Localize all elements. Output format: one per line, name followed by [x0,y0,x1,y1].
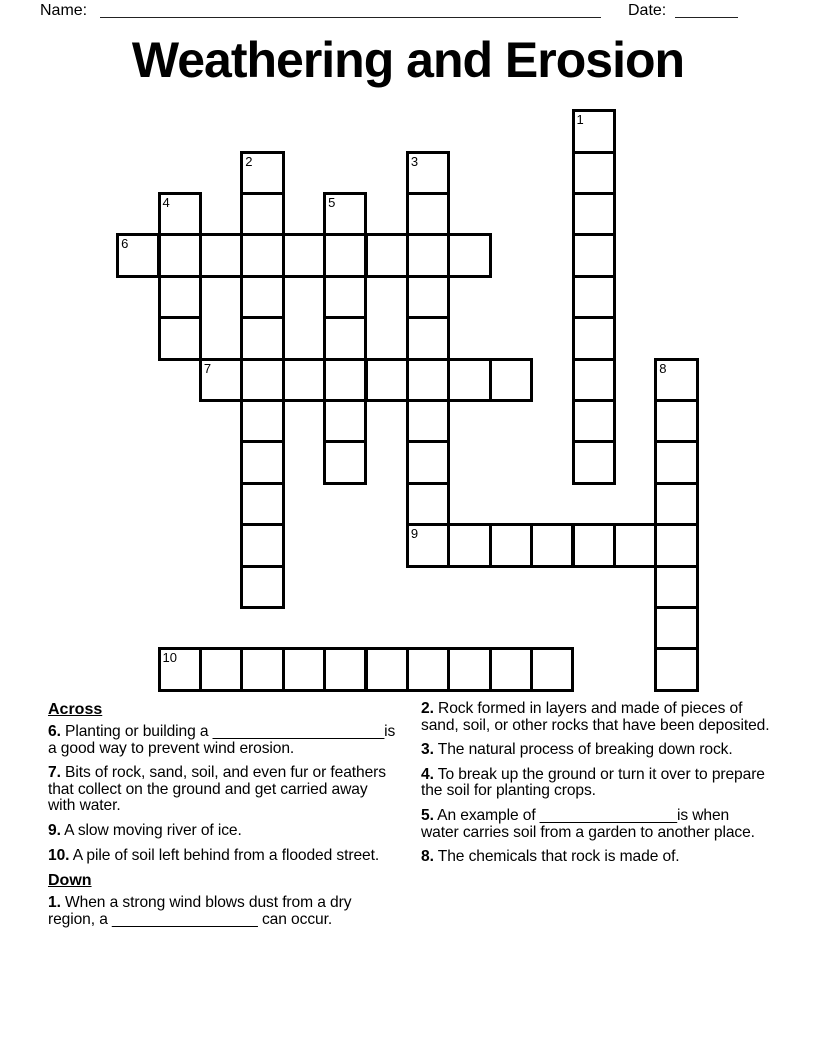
grid-cell[interactable] [365,358,409,402]
grid-cell[interactable] [613,523,657,567]
across-section-header: Across [48,701,103,718]
grid-cell[interactable] [158,316,202,360]
grid-cell[interactable] [572,316,616,360]
grid-cell[interactable] [654,523,698,567]
clue-10: 10. A pile of soil left behind from a flooded street. [48,846,380,864]
grid-cell[interactable] [199,233,243,277]
grid-cell[interactable] [323,275,367,319]
grid-number-1: 1 [576,112,584,128]
grid-cell[interactable] [240,233,284,277]
grid-cell[interactable] [406,523,450,567]
grid-number-4: 4 [162,195,170,210]
clue-number: 5. [421,806,434,824]
grid-cell[interactable] [654,565,698,609]
grid-cell[interactable] [447,358,491,402]
clue-number: 8. [421,848,434,866]
clue-3: 3. The natural process of breaking down rock. [421,741,733,759]
grid-cell[interactable] [158,275,202,319]
grid-cell[interactable] [323,399,367,443]
grid-cell[interactable] [199,358,243,402]
clue-1: 1. When a strong wind blows dust from a dry region, a _________________ can occur. [48,894,352,928]
clue-column [421,701,770,936]
grid-cell[interactable] [406,151,450,195]
grid-cell[interactable] [572,440,616,484]
clues-section [48,701,770,936]
clue-number: 7. [48,764,61,782]
grid-cell[interactable] [654,647,698,691]
grid-cell[interactable] [240,275,284,319]
clue-5: 5. An example of ________________is when water carries soil from a garden to another place. [421,806,755,841]
grid-cell[interactable] [447,233,491,277]
grid-cell[interactable] [489,358,533,402]
grid-cell[interactable] [365,647,409,691]
grid-cell[interactable] [240,151,284,195]
clue-6: 6. Planting or building a ____________________is a good way to prevent wind erosion. [48,723,396,757]
clue-number: 9. [48,821,61,839]
grid-cell[interactable] [572,399,616,443]
grid-cell[interactable] [447,647,491,691]
grid-cell[interactable] [240,647,284,691]
grid-cell[interactable] [572,275,616,319]
grid-cell[interactable] [240,358,284,402]
clue-8: 8. The chemicals that rock is made of. [421,848,680,866]
grid-number-6: 6 [121,236,129,252]
grid-cell[interactable] [406,275,450,319]
grid-cell[interactable] [654,440,698,484]
grid-cell[interactable] [282,647,326,691]
grid-cell[interactable] [323,440,367,484]
clue-number: 4. [421,765,434,783]
grid-cell[interactable] [240,482,284,526]
grid-cell[interactable] [572,192,616,236]
grid-cell[interactable] [654,606,698,650]
grid-number-3: 3 [410,153,419,169]
grid-cell[interactable] [572,358,616,402]
grid-cell[interactable] [406,233,450,277]
grid-number-10: 10 [162,650,177,666]
clue-number: 10. [48,846,70,864]
page-title: Weathering and Erosion [131,32,685,88]
clue-number: 3. [421,741,434,759]
grid-cell[interactable] [240,440,284,484]
clue-2: 2. Rock formed in layers and made of pieces of sand, soil, or other rocks that have been deposited. [421,700,770,734]
grid-cell[interactable] [654,482,698,526]
grid-number-7: 7 [203,360,212,376]
grid-cell[interactable] [406,399,450,443]
grid-cell[interactable] [240,399,284,443]
grid-cell[interactable] [489,647,533,691]
name-label: Name: [40,2,88,19]
grid-cell[interactable] [572,151,616,195]
grid-number-9: 9 [410,526,419,542]
grid-cell[interactable] [240,192,284,236]
grid-cell[interactable] [323,358,367,402]
grid-cell[interactable] [323,316,367,360]
grid-cell[interactable] [199,647,243,691]
grid-number-8: 8 [659,360,667,376]
grid-cell[interactable] [406,358,450,402]
grid-cell[interactable] [158,647,202,691]
clue-7: 7. Bits of rock, sand, soil, and even fur or feathers that collect on the ground and get carried away with water. [48,764,386,815]
clue-column [48,701,397,936]
grid-cell[interactable] [116,233,160,277]
grid-cell[interactable] [447,523,491,567]
grid-cell[interactable] [654,358,698,402]
grid-cell[interactable] [530,523,574,567]
grid-cell[interactable] [406,192,450,236]
grid-cell[interactable] [240,316,284,360]
grid-cell[interactable] [530,647,574,691]
grid-cell[interactable] [282,358,326,402]
grid-cell[interactable] [406,647,450,691]
grid-cell[interactable] [323,192,367,236]
grid-cell[interactable] [572,523,616,567]
clue-number: 6. [48,723,61,740]
clue-9: 9. A slow moving river of ice. [48,821,242,839]
clue-number: 2. [421,700,434,717]
grid-cell[interactable] [158,192,202,236]
clue-number: 1. [48,894,61,912]
grid-number-2: 2 [245,153,253,169]
grid-cell[interactable] [323,233,367,277]
grid-cell[interactable] [240,523,284,567]
date-label: Date: [628,2,667,19]
grid-cell[interactable] [489,523,533,567]
grid-cell[interactable] [572,233,616,277]
grid-cell[interactable] [572,109,616,153]
grid-cell[interactable] [365,233,409,277]
grid-cell[interactable] [406,440,450,484]
clue-4: 4. To break up the ground or turn it over to prepare the soil for planting crops. [421,765,765,800]
grid-cell[interactable] [323,647,367,691]
grid-cell[interactable] [654,399,698,443]
grid-cell[interactable] [406,316,450,360]
grid-cell[interactable] [406,482,450,526]
grid-cell[interactable] [158,233,202,277]
grid-cell[interactable] [282,233,326,277]
grid-number-5: 5 [328,195,336,210]
down-section-header: Down [48,872,92,890]
grid-cell[interactable] [240,565,284,609]
